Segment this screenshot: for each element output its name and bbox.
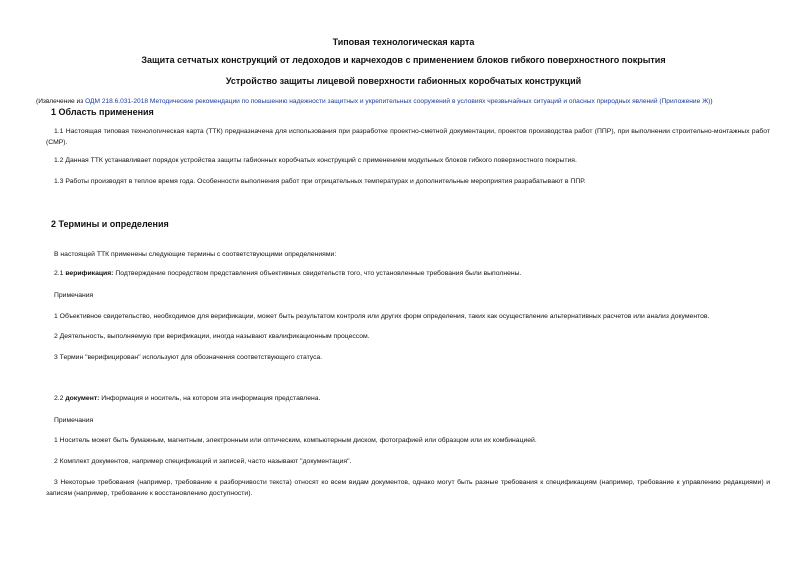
source-suffix: ) xyxy=(710,98,713,105)
term-document xyxy=(46,394,770,405)
term-definition: Подтверждение посредством представления объективных свидетельств того, что установленные требования были выполнены. xyxy=(113,270,522,277)
paragraph-1-2: 1.2 Данная ТТК устанавливает порядок устройства защиты габионных коробчатых конструкций с применением модульных блоков гибкого поверхностного покрытия. xyxy=(54,157,577,164)
note-item: 1 Объективное свидетельство, необходимое для верификации, может быть результатом контроля или других форм определения, таких как осуществление альтернативных расчетов или анализ документов. xyxy=(54,313,710,320)
term-verification xyxy=(46,269,770,280)
paragraph-1-3: 1.3 Работы производят в теплое время года. Особенности выполнения работ при отрицательных температурах и дополнительные мероприятия разрабатывают в ППР. xyxy=(54,178,586,185)
term-number: 2.1 xyxy=(54,270,66,277)
paragraph-1-1: 1.1 Настоящая типовая технологическая карта (ТТК) предназначена для использования при разработке проектно-сметной документации, проектов производства работ (ППР), при выполнении строительно-монтажных работ (СМР). xyxy=(46,128,770,146)
document-subtitle: Устройство защиты лицевой поверхности габионных коробчатых конструкций xyxy=(225,76,582,86)
notes-label: Примечания xyxy=(54,292,94,299)
notes-label: Примечания xyxy=(54,417,94,424)
note-item: 2 Комплект документов, например спецификаций и записей, часто называют "документация". xyxy=(54,458,352,465)
term-name: документ: xyxy=(65,395,100,402)
source-link[interactable]: ОДМ 218.6.031-2018 Методические рекомендации по повышению надежности защитных и укрепительных сооружений в условиях чрезвычайных ситуаций и опасных природных явлений (Приложение Ж) xyxy=(85,98,711,105)
source-prefix: (Извлечение из xyxy=(36,98,86,105)
note-item: 3 Некоторые требования (например, требование к разборчивости текста) относят ко всем видам документов, однако могут быть разные требования к спецификациям (например, требование к управлению редакциями) и записям (например, требование к восстановлению доступности). xyxy=(46,479,770,497)
document-type: Типовая технологическая карта xyxy=(332,37,475,47)
term-number: 2.2 xyxy=(54,395,66,402)
term-definition: Информация и носитель, на котором эта информация представлена. xyxy=(99,395,321,402)
note-item: 3 Термин "верифицирован" используют для обозначения соответствующего статуса. xyxy=(54,354,323,361)
term-name: верификация: xyxy=(65,270,114,277)
terms-intro: В настоящей ТТК применены следующие термины с соответствующими определениями: xyxy=(54,251,337,258)
source-reference xyxy=(36,97,771,106)
section-1-heading: 1 Область применения xyxy=(51,107,154,117)
document-title: Защита сетчатых конструкций от ледоходов и карчеходов с применением блоков гибкого поверхностного покрытия xyxy=(141,55,666,65)
section-2-heading: 2 Термины и определения xyxy=(51,219,169,229)
note-item: 2 Деятельность, выполняемую при верификации, иногда называют квалификационным процессом. xyxy=(54,333,370,340)
note-item: 1 Носитель может быть бумажным, магнитным, электронным или оптическим, компьютерным диском, фотографией или образцом или их комбинацией. xyxy=(54,437,537,444)
